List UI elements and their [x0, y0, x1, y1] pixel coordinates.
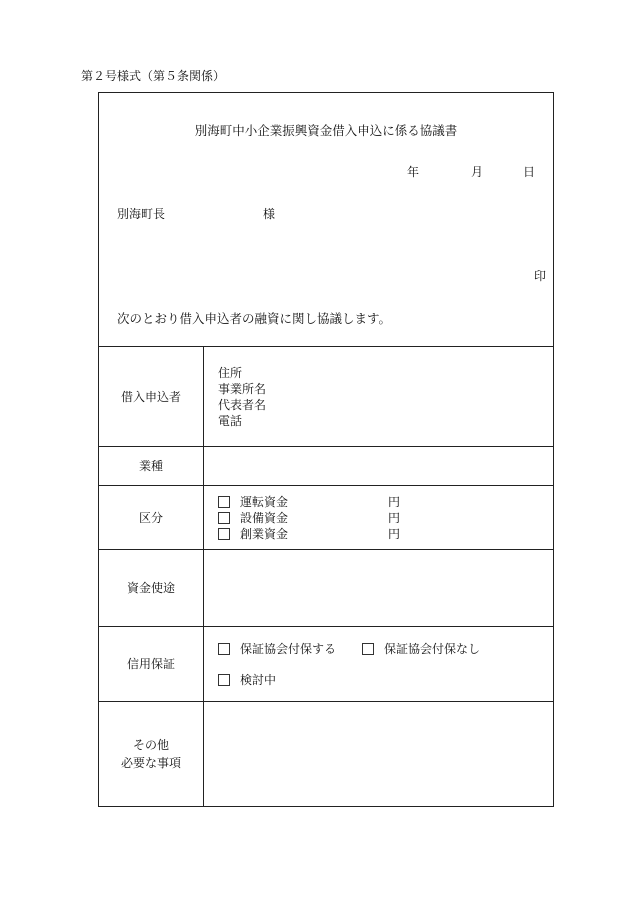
addressee-name: 別海町長: [117, 207, 166, 221]
table-row-industry: [99, 447, 553, 486]
credit-guarantee-line-2: [218, 671, 553, 688]
other-field[interactable]: [204, 702, 554, 807]
category-name: 運転資金: [240, 495, 289, 509]
checkbox-icon[interactable]: [362, 643, 374, 655]
borrower-address-label: 住所: [218, 365, 243, 380]
intro-statement: 次のとおり借入申込者の融資に関し協議します。: [117, 311, 392, 326]
category-label: 区分: [99, 486, 204, 550]
category-cell: [204, 486, 554, 550]
other-label-line-1: その他: [132, 738, 169, 753]
table-row-borrower: [99, 347, 553, 447]
table-row-credit-guarantee: [99, 627, 553, 702]
category-item-operating: [218, 494, 553, 510]
borrower-cell: [204, 347, 554, 447]
credit-guarantee-line-1: [218, 640, 553, 657]
seal-mark: 印: [533, 269, 546, 283]
category-unit: 円: [388, 511, 401, 525]
industry-label: 業種: [99, 447, 204, 486]
addressee-honorific: 様: [263, 207, 276, 221]
table-row-other: [99, 702, 553, 807]
category-unit: 円: [388, 495, 401, 509]
guarantee-option-with: 保証協会付保する: [240, 642, 337, 656]
form-frame: [98, 92, 554, 807]
table-row-category: [99, 486, 553, 550]
other-label-line-2: 必要な事項: [120, 756, 181, 771]
date-line: [407, 163, 535, 180]
borrower-representative-label: 代表者名: [218, 397, 267, 412]
use-of-funds-field[interactable]: [204, 550, 554, 627]
date-year-label: 年: [406, 165, 419, 179]
credit-guarantee-cell: [204, 627, 554, 702]
checkbox-icon[interactable]: [218, 496, 230, 508]
category-item-startup: [218, 526, 553, 542]
category-unit: 円: [388, 527, 401, 541]
details-table: [99, 346, 553, 807]
use-of-funds-label: 資金使途: [99, 550, 204, 627]
guarantee-option-pending: 検討中: [240, 673, 277, 687]
borrower-label: 借入申込者: [99, 347, 204, 447]
borrower-business-name-label: 事業所名: [218, 381, 267, 396]
addressee: [117, 205, 275, 222]
form-number-label: 第２号様式（第５条関係）: [81, 69, 226, 83]
credit-guarantee-label: 信用保証: [99, 627, 204, 702]
checkbox-icon[interactable]: [218, 528, 230, 540]
table-row-use-of-funds: [99, 550, 553, 627]
category-name: 設備資金: [240, 511, 289, 525]
date-month-label: 月: [470, 165, 483, 179]
date-day-label: 日: [522, 165, 535, 179]
checkbox-icon[interactable]: [218, 674, 230, 686]
guarantee-option-without: 保証協会付保なし: [384, 642, 481, 656]
checkbox-icon[interactable]: [218, 512, 230, 524]
category-name: 創業資金: [240, 527, 289, 541]
category-item-equipment: [218, 510, 553, 526]
checkbox-icon[interactable]: [218, 643, 230, 655]
document-title: 別海町中小企業振興資金借入申込に係る協議書: [194, 123, 458, 138]
other-label: [99, 702, 204, 807]
borrower-phone-label: 電話: [218, 413, 243, 428]
industry-field[interactable]: [204, 447, 554, 486]
